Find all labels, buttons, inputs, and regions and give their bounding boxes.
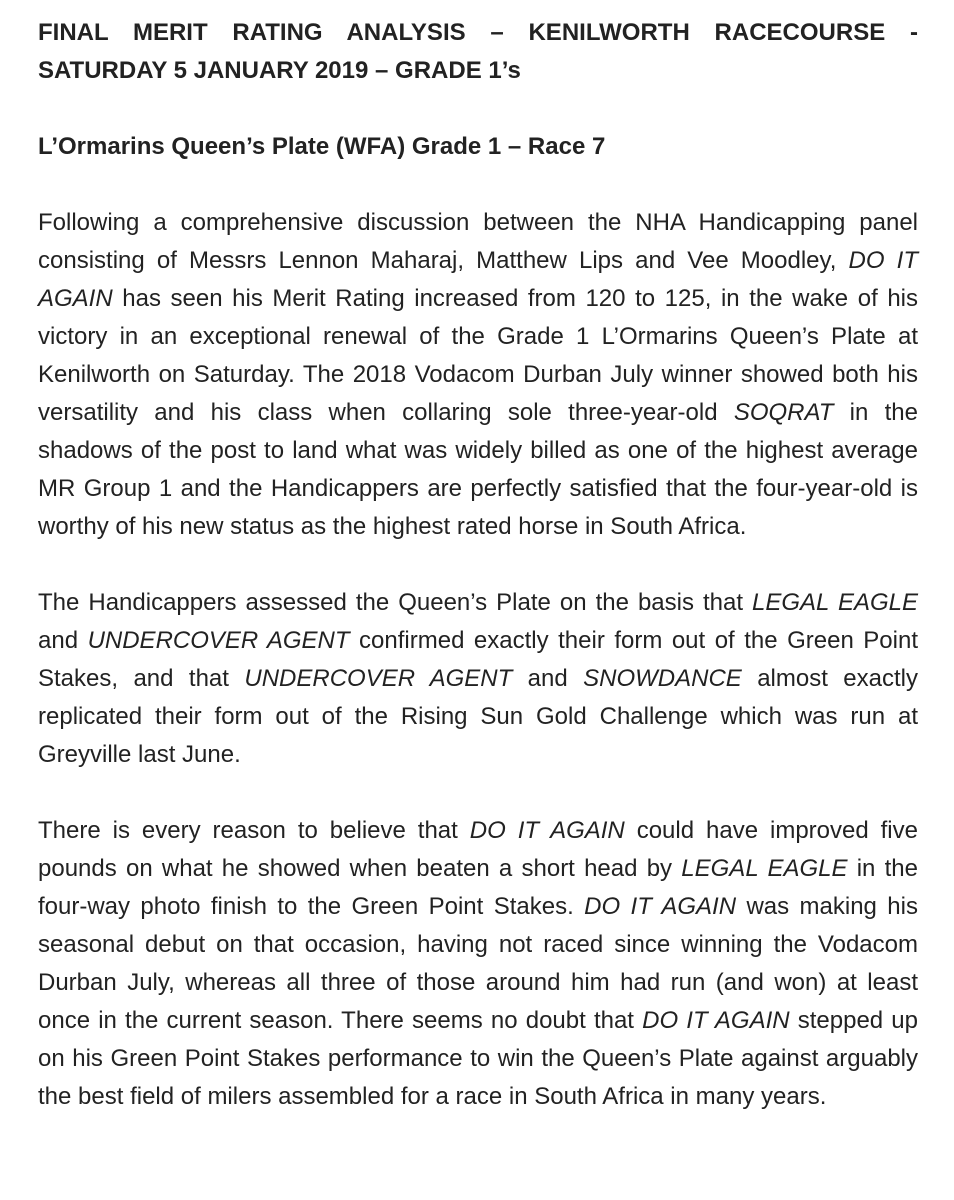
paragraph-2-run: and [38,627,88,654]
paragraph-2-run: confirmed exactly their form out of the Green Point Stakes, and that [38,627,919,692]
horse-name-legal-eagle: LEGAL EAGLE [752,589,919,616]
paragraph-2-run: and [512,665,584,692]
title-line-1: FINAL MERIT RATING ANALYSIS – KENILWORTH RACECOURSE - [38,19,918,46]
horse-name-legal-eagle: LEGAL EAGLE [681,855,848,882]
paragraph-2-run: almost exactly replicated their form out of the Rising Sun Gold Challenge which was run at Greyville last June. [38,665,919,768]
paragraph-3-run: could have improved five pounds on what he showed when beaten a short head by [38,817,918,882]
paragraph-1-run: Following a comprehensive discussion between the NHA Handicapping panel consisting of Messrs Lennon Maharaj, Matthew Lips and Vee Moodley, [38,209,918,274]
paragraph-3-run: stepped up on his Green Point Stakes performance to win the Queen’s Plate against arguably the best field of milers assembled for a race in South Africa in many years. [38,1007,918,1110]
horse-name-do-it-again: DO IT AGAIN [469,817,625,844]
race-subtitle: L’Ormarins Queen’s Plate (WFA) Grade 1 – Race 7 [38,133,606,160]
paragraph-3-run: in the four-way photo finish to the Green Point Stakes. [38,855,918,920]
paragraph-1-run: has seen his Merit Rating increased from 120 to 125, in the wake of his victory in an exceptional renewal of the Grade 1 L’Ormarins Queen’s Plate at Kenilworth on Saturday. The 2018 Vodacom Durban July winner showed both his versatility and his class when collaring sole three-year-old [38,285,918,426]
paragraph-3-run: was making his seasonal debut on that occasion, having not raced since winning the Vodacom Durban July, whereas all three of those around him had run (and won) at least once in the current season. There seems no doubt that [38,893,918,1034]
paragraph-1-run: in the shadows of the post to land what was widely billed as one of the highest average MR Group 1 and the Handicappers are perfectly satisfied that the four-year-old is worthy of his new status as the highest rated horse in South Africa. [38,399,918,540]
horse-name-soqrat: SOQRAT [733,399,834,426]
horse-name-snowdance: SNOWDANCE [583,665,742,692]
document-title [38,14,918,90]
horse-name-do-it-again: DO IT AGAIN [38,247,919,312]
horse-name-undercover-agent: UNDERCOVER AGENT [87,627,350,654]
horse-name-undercover-agent: UNDERCOVER AGENT [244,665,513,692]
paragraph-3 [38,812,918,1116]
paragraph-2 [38,584,918,774]
title-line-2: SATURDAY 5 JANUARY 2019 – GRADE 1’s [38,57,521,84]
horse-name-do-it-again: DO IT AGAIN [584,893,737,920]
paragraph-2-run: The Handicappers assessed the Queen’s Plate on the basis that [38,589,753,616]
paragraph-1 [38,204,918,546]
paragraph-3-run: There is every reason to believe that [38,817,470,844]
horse-name-do-it-again: DO IT AGAIN [642,1007,790,1034]
